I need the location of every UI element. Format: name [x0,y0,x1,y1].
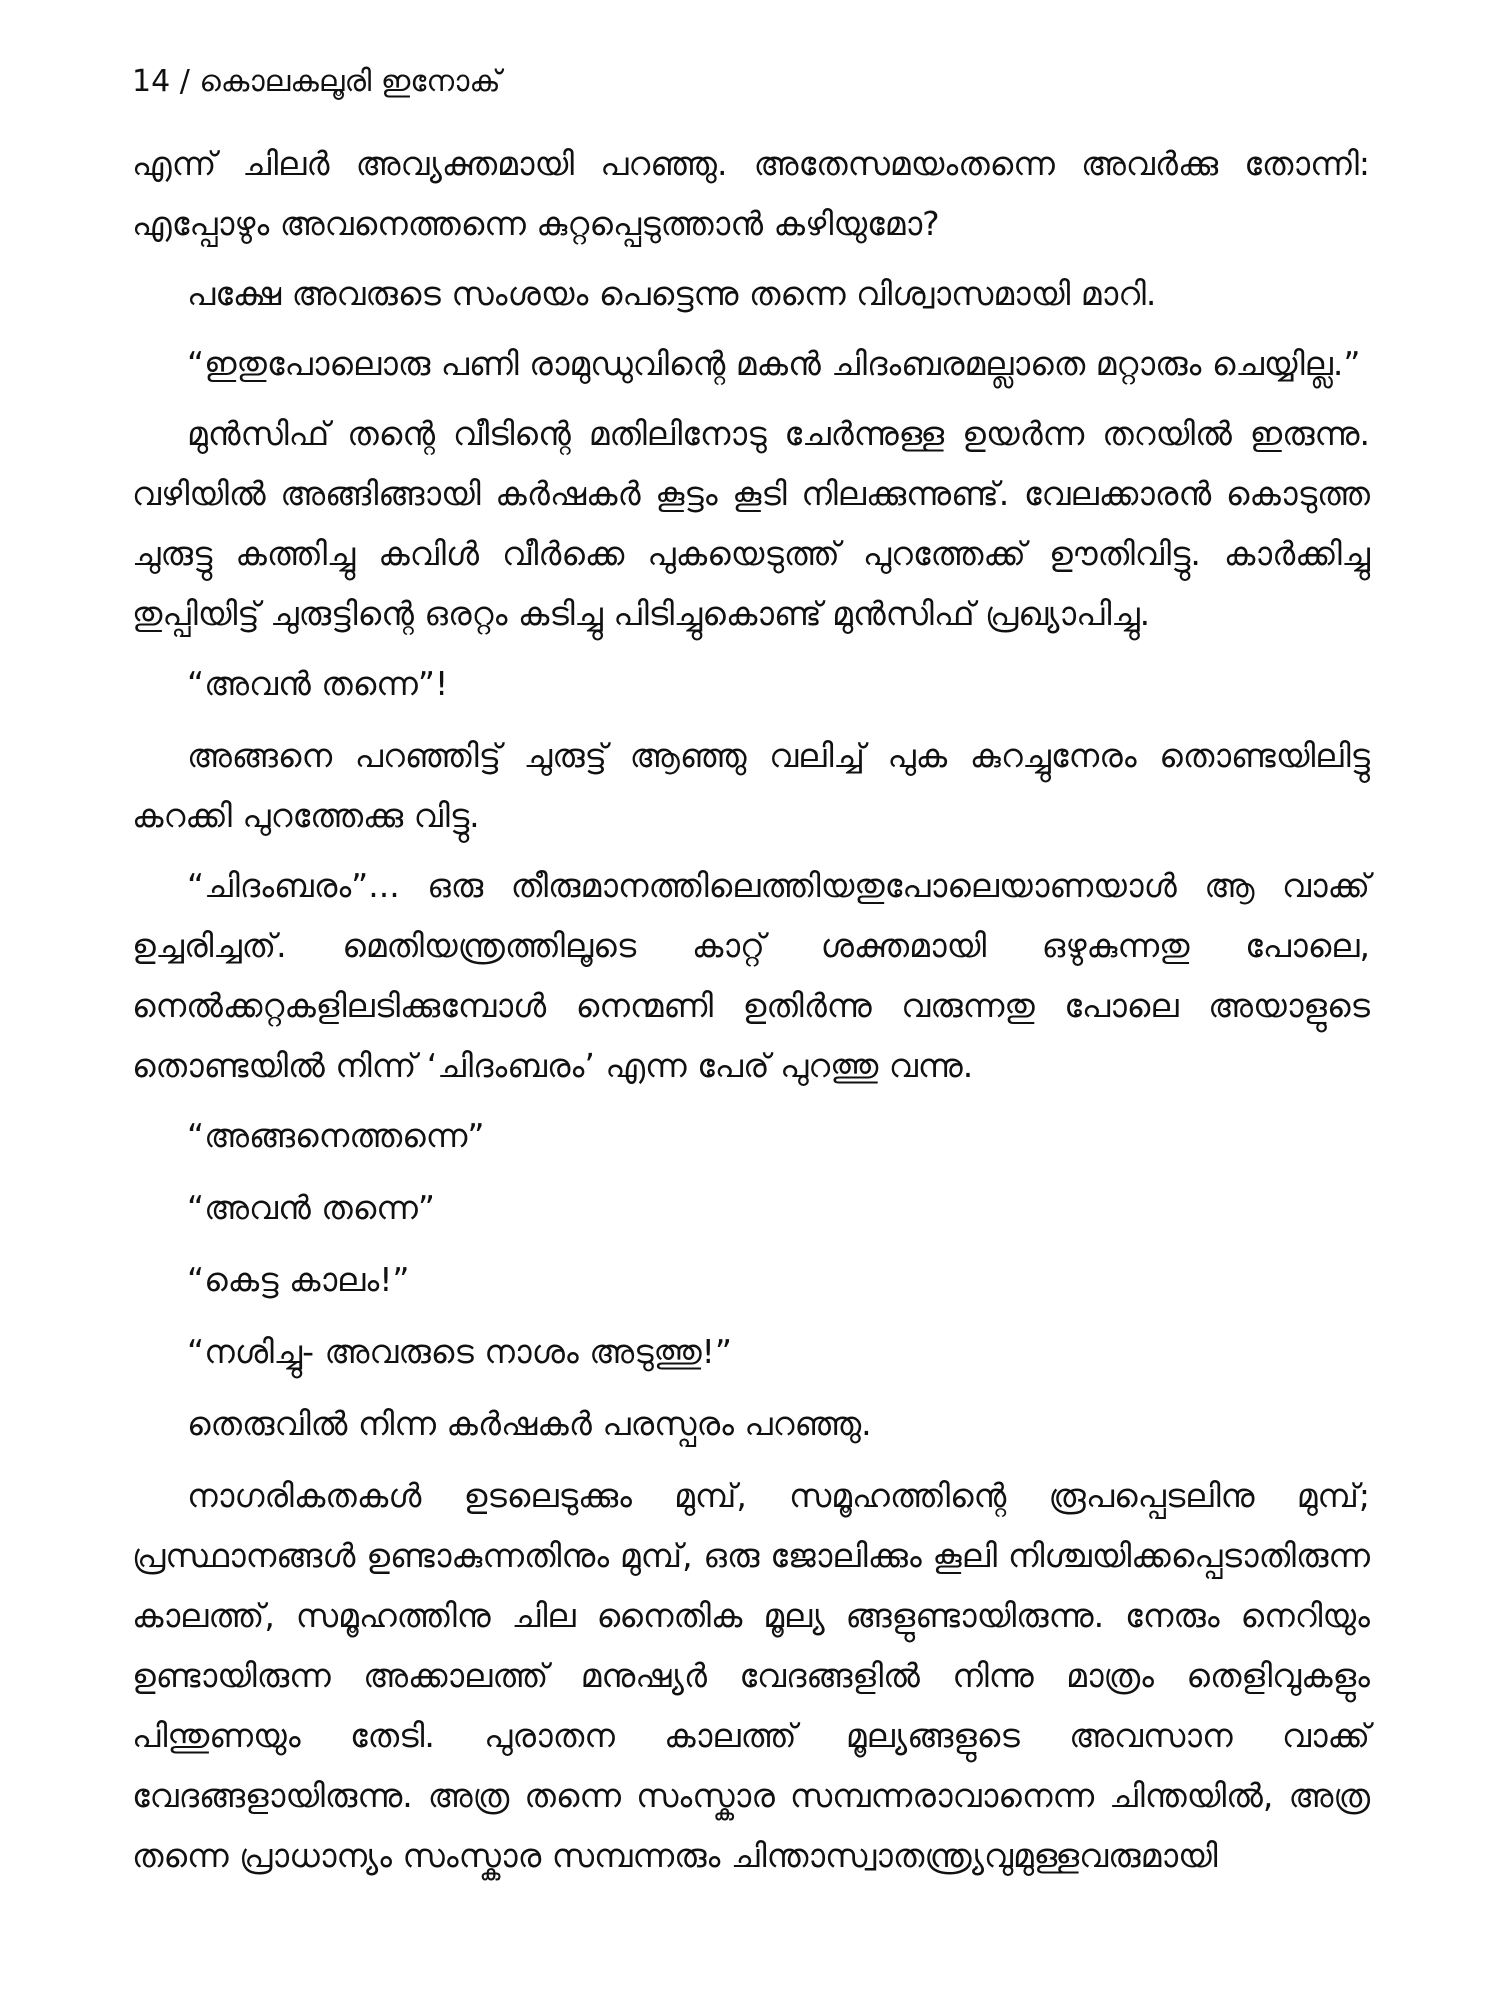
paragraph: എന്ന് ചിലർ അവ്യക്തമായി പറഞ്ഞു. അതേസമയംതന്നെ അവർക്കു തോന്നി: എപ്പോഴും അവനെത്തന്നെ കുറ്റപ്പെടുത്താൻ കഴിയുമോ? [132,144,1370,243]
paragraph: മുൻസിഫ് തന്റെ വീടിന്റെ മതിലിനോടു ചേർന്നുള്ള ഉയർന്ന തറയിൽ ഇരുന്നു. വഴിയിൽ അങ്ങിങ്ങായി കർഷകർ കൂട്ടം കൂടി നിലക്കുന്നുണ്ട്. വേലക്കാരൻ കൊടുത്ത ചുരുട്ടു കത്തിച്ചു കവിൾ വീർക്കെ പുകയെടുത്ത് പുറത്തേക്ക് ഊതിവിട്ടു. കാർക്കിച്ചു തുപ്പിയിട്ട് ചുരുട്ടിന്റെ ഒരറ്റം കടിച്ചു പിടിച്ചുകൊണ്ട് മുൻസിഫ് പ്രഖ്യാപിച്ചു. [132,414,1370,633]
dialogue-line: തെരുവിൽ നിന്ന കർഷകർ പരസ്പരം പറഞ്ഞു. [187,1404,872,1443]
dialogue-line: “അവൻ തന്നെ” [187,1188,435,1227]
dialogue-line: “നശിച്ചു- അവരുടെ നാശം അടുത്തു!” [187,1332,733,1371]
paragraph: “ചിദംബരം”... ഒരു തീരുമാനത്തിലെത്തിയതുപോലെയാണയാൾ ആ വാക്ക് ഉച്ചരിച്ചത്. മെതിയന്ത്രത്തിലൂടെ കാറ്റ് ശക്തമായി ഒഴുകുന്നതു പോലെ, നെൽക്കറ്റകളിലടിക്കുമ്പോൾ നെന്മണി ഉതിർന്നു വരുന്നതു പോലെ അയാളുടെ തൊണ്ടയിൽ നിന്ന് ‘ചിദംബരം’ എന്ന പേര് പുറത്തു വന്നു. [132,866,1370,1085]
dialogue-line: “അങ്ങനെത്തന്നെ” [187,1116,485,1155]
paragraph: അങ്ങനെ പറഞ്ഞിട്ട് ചുരുട്ട് ആഞ്ഞു വലിച്ച് പുക കുറച്ചുനേരം തൊണ്ടയിലിട്ടു കറക്കി പുറത്തേക്കു വിട്ടു. [132,736,1370,835]
paragraph: നാഗരികതകൾ ഉടലെടുക്കും മുമ്പ്, സമൂഹത്തിന്റെ രൂപപ്പെടലിനു മുമ്പ്; പ്രസ്ഥാനങ്ങൾ ഉണ്ടാകുന്നതിനും മുമ്പ്, ഒരു ജോലിക്കും കൂലി നിശ്ചയിക്കപ്പെടാതിരുന്ന കാലത്ത്, സമൂഹത്തിനു ചില നൈതിക മൂല്യ ങ്ങളുണ്ടായിരുന്നു. നേരും നെറിയും ഉണ്ടായിരുന്ന അക്കാലത്ത് മനുഷ്യർ വേദങ്ങളിൽ നിന്നു മാത്രം തെളിവുകളും പിന്തുണയും തേടി. പുരാതന കാലത്ത് മൂല്യങ്ങളുടെ അവസാന വാക്ക് വേദങ്ങളായിരുന്നു. അത്ര തന്നെ സംസ്കാര സമ്പന്നരാവാനെന്ന ചിന്തയിൽ, അത്ര തന്നെ പ്രാധാന്യം സംസ്കാര സമ്പന്നരും ചിന്താസ്വാതന്ത്ര്യവുമുള്ളവരുമായി [132,1476,1370,1875]
dialogue-line: “കെട്ട കാലം!” [187,1260,410,1299]
dialogue-paragraph: “ഇതുപോലൊരു പണി രാമുഡുവിന്റെ മകൻ ചിദംബരമല്ലാതെ മറ്റാരും ചെയ്യില്ല.” [187,344,1361,383]
paragraph: പക്ഷേ അവരുടെ സംശയം പെട്ടെന്നു തന്നെ വിശ്വാസമായി മാറി. [187,274,1157,313]
body-text [132,134,1370,1886]
running-head: 14 / കൊലകലൂരി ഇനോക് [132,64,501,99]
dialogue-line: “അവൻ തന്നെ”! [187,664,449,703]
